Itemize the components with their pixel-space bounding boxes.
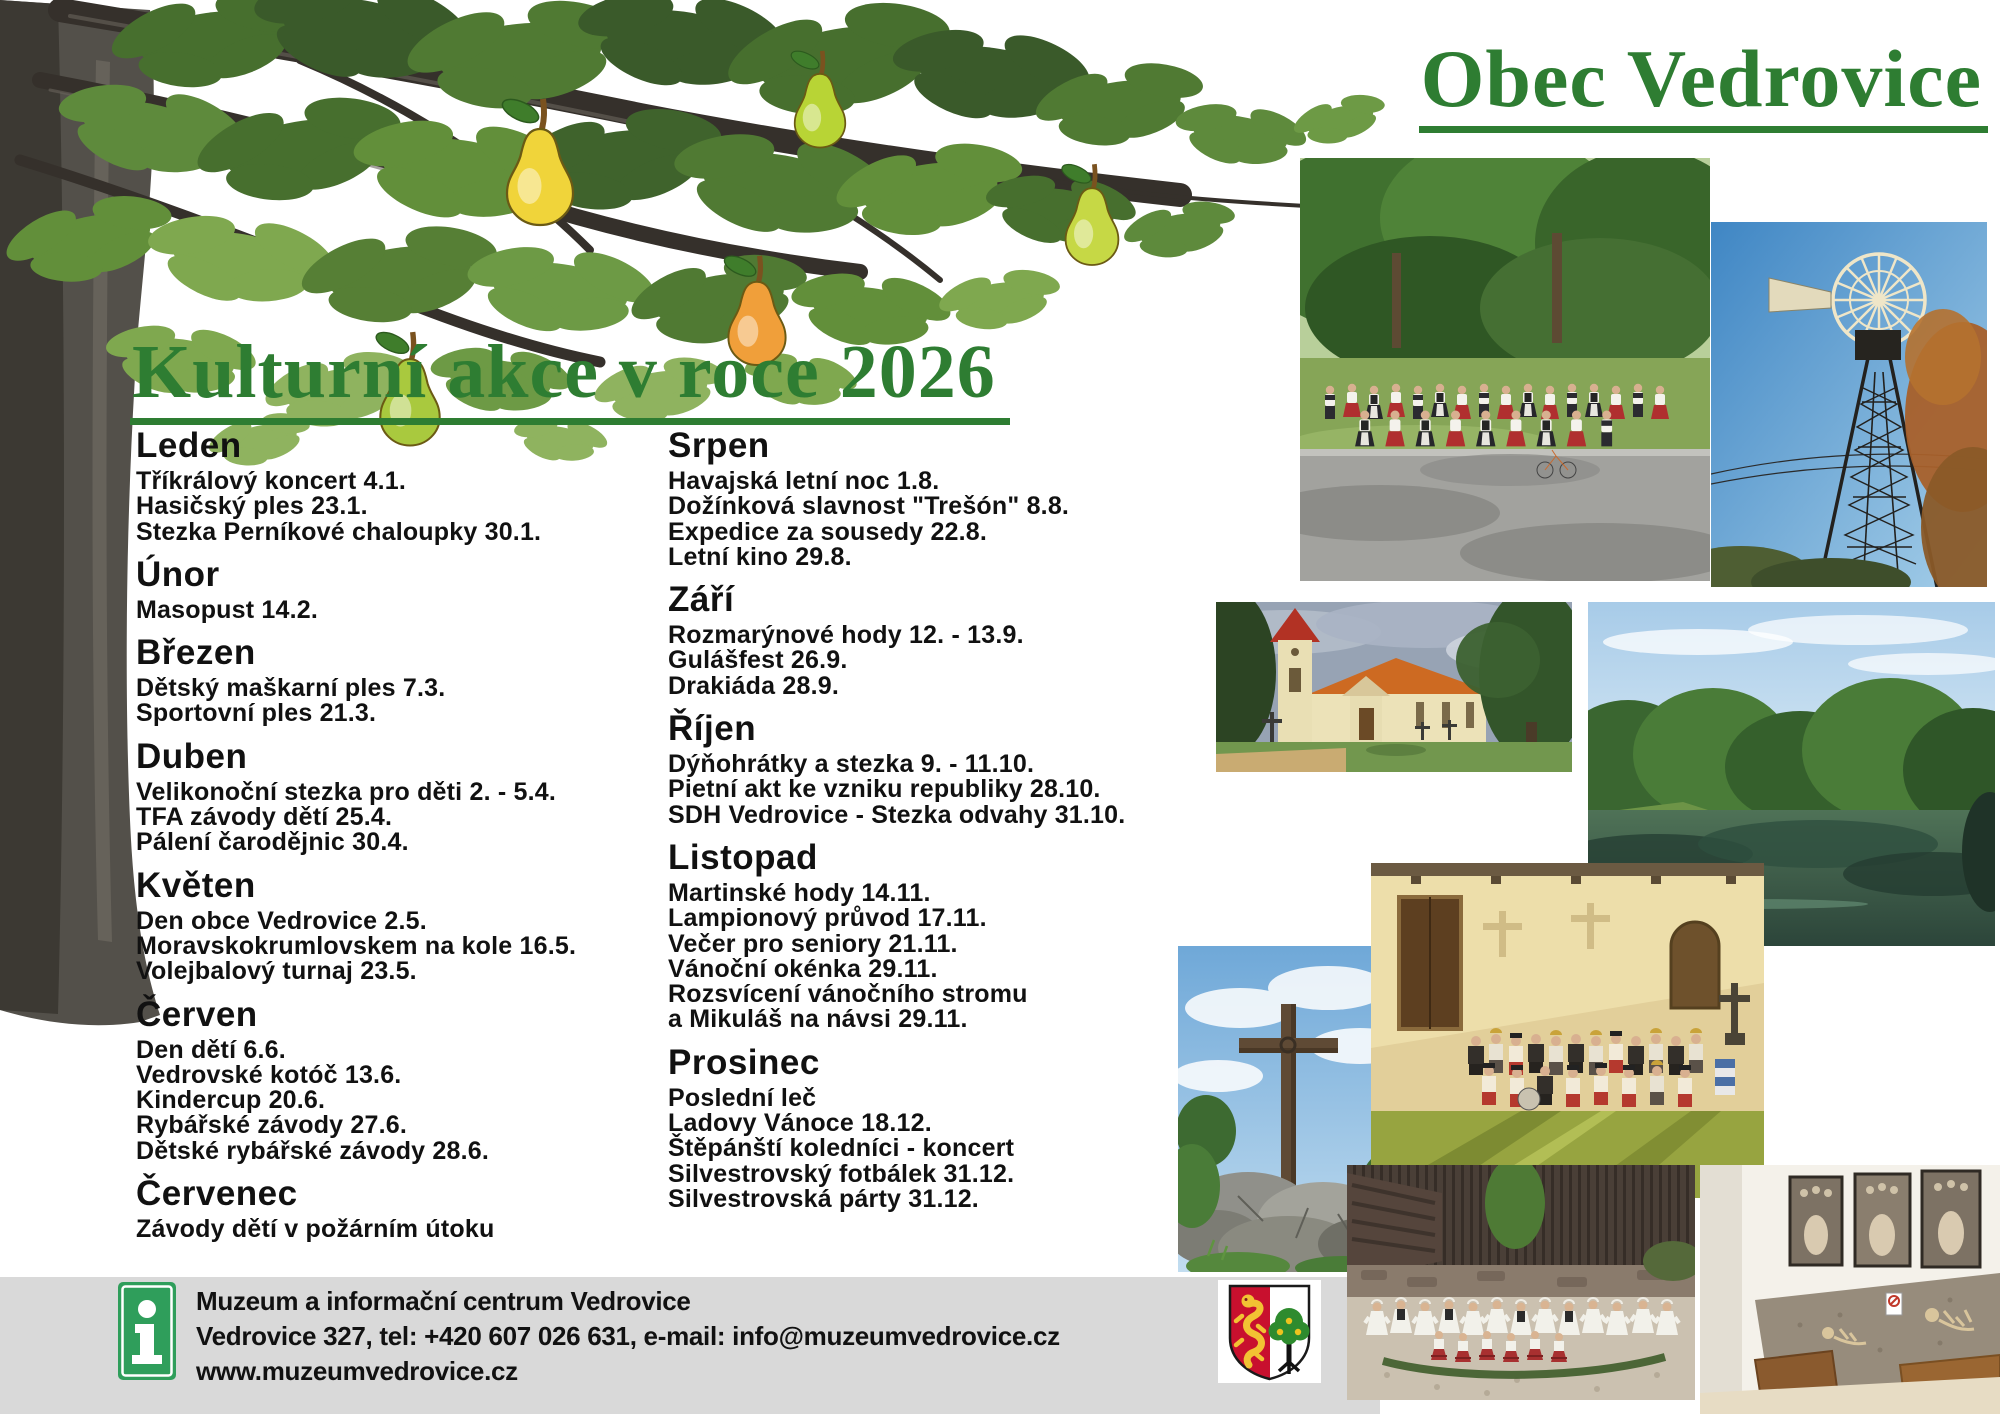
event-item: Rozsvícení vánočního stromu	[668, 980, 1028, 1009]
month-block	[136, 995, 696, 1164]
photo-children-folk-costumes	[1347, 1165, 1695, 1400]
month-heading: Září	[668, 580, 735, 620]
event-item: Gulášfest 26.9.	[668, 646, 848, 675]
drum	[1518, 1088, 1540, 1110]
event-item: Pálení čarodějnic 30.4.	[136, 828, 409, 857]
event-item: a Mikuláš na návsi 29.11.	[668, 1005, 968, 1034]
event-item: Kindercup 20.6.	[136, 1086, 326, 1115]
vedrovice-coat-of-arms	[1218, 1280, 1321, 1383]
page-title-municipality: Obec Vedrovice	[1419, 38, 1988, 133]
month-block	[668, 580, 1228, 699]
church-door	[1359, 708, 1374, 740]
event-item: Dětské rybářské závody 28.6.	[136, 1136, 490, 1165]
photo-windmill	[1711, 222, 1987, 587]
event-item: Moravskokrumlovskem na kole 16.5.	[136, 931, 577, 960]
footer-museum-name: Muzeum a informační centrum Vedrovice	[196, 1286, 691, 1316]
month-block	[136, 633, 696, 727]
photo-church	[1216, 602, 1572, 772]
event-item: Velikonoční stezka pro děti 2. - 5.4.	[136, 777, 557, 806]
month-heading: Červenec	[136, 1174, 298, 1214]
photo-museum-exhibit	[1700, 1165, 2000, 1414]
month-heading: Březen	[136, 633, 256, 673]
event-item: Poslední leč	[668, 1083, 817, 1112]
month-heading: Listopad	[668, 837, 818, 877]
event-item: Letní kino 29.8.	[668, 542, 852, 571]
month-block	[136, 1174, 696, 1242]
photo-folk-group-road	[1300, 158, 1710, 581]
event-item: Drakiáda 28.9.	[668, 671, 839, 700]
event-item: Volejbalový turnaj 23.5.	[136, 957, 417, 986]
event-item: Pietní akt ke vzniku republiky 28.10.	[668, 775, 1101, 804]
nave-wall	[1311, 694, 1486, 746]
event-item: Dožínková slavnost "Trešón" 8.8.	[668, 492, 1070, 521]
month-heading: Únor	[136, 554, 220, 594]
month-block	[136, 866, 696, 985]
event-item: Dětský maškarní ples 7.3.	[136, 674, 446, 703]
event-item: Masopust 14.2.	[136, 595, 319, 624]
event-item: Ladovy Vánoce 18.12.	[668, 1109, 932, 1138]
events-column-right	[668, 426, 1228, 1212]
month-block	[136, 555, 696, 623]
month-block	[668, 426, 1228, 570]
event-item: Rybářské závody 27.6.	[136, 1111, 408, 1140]
footer-address-phone-email: Vedrovice 327, tel: +420 607 026 631, e-mail: info@muzeumvedrovice.cz	[196, 1321, 1060, 1351]
wall-posters	[1790, 1171, 1980, 1267]
month-heading: Prosinec	[668, 1042, 820, 1082]
event-item: Štěpánští koledníci - koncert	[668, 1134, 1015, 1163]
arch-window	[1671, 922, 1719, 1008]
event-item: Silvestrovská párty 31.12.	[668, 1184, 979, 1213]
month-block	[668, 1043, 1228, 1212]
page-title-events: Kulturní akce v roce 2026	[130, 334, 1010, 425]
event-item: Dýňohrátky a stezka 9. - 11.10.	[668, 750, 1035, 779]
event-item: Sportovní ples 21.3.	[136, 699, 377, 728]
event-item: SDH Vedrovice - Stezka odvahy 31.10.	[668, 800, 1126, 829]
month-heading: Leden	[136, 426, 242, 465]
month-block	[136, 426, 696, 545]
event-item: Silvestrovský fotbálek 31.12.	[668, 1159, 1015, 1188]
event-item: Hasičský ples 23.1.	[136, 492, 368, 521]
info-icon	[118, 1282, 176, 1380]
event-item: Lampionový průvod 17.11.	[668, 904, 987, 933]
stone-wall	[1347, 1265, 1695, 1297]
event-item: Den dětí 6.6.	[136, 1035, 286, 1064]
event-item: Večer pro seniory 21.11.	[668, 929, 958, 958]
event-item: Tříkrálový koncert 4.1.	[136, 467, 407, 495]
windmill-platform	[1855, 330, 1901, 360]
event-item: Vánoční okénka 29.11.	[668, 954, 938, 983]
event-item: Stezka Perníkové chaloupky 30.1.	[136, 517, 542, 546]
photo-costume-gathering	[1371, 863, 1764, 1198]
event-item: Závody dětí v požárním útoku	[136, 1215, 495, 1244]
month-heading: Duben	[136, 736, 248, 776]
month-block	[136, 737, 696, 856]
month-heading: Říjen	[668, 709, 757, 749]
event-item: TFA závody dětí 25.4.	[136, 803, 393, 832]
event-item: Expedice za sousedy 22.8.	[668, 517, 988, 546]
month-heading: Srpen	[668, 426, 770, 465]
striped-flag	[1715, 1059, 1735, 1095]
footer-website: www.muzeumvedrovice.cz	[196, 1356, 518, 1386]
event-item: Vedrovské kotóč 13.6.	[136, 1060, 402, 1089]
month-heading: Květen	[136, 865, 256, 905]
event-item: Martinské hody 14.11.	[668, 878, 931, 907]
events-column-left	[136, 426, 696, 1242]
month-block	[668, 838, 1228, 1033]
event-item: Havajská letní noc 1.8.	[668, 467, 940, 495]
no-touch-sign	[1886, 1293, 1902, 1315]
event-item: Den obce Vedrovice 2.5.	[136, 906, 427, 935]
month-block	[668, 709, 1228, 828]
event-item: Rozmarýnové hody 12. - 13.9.	[668, 621, 1024, 650]
footer-contact-block	[196, 1284, 1060, 1389]
month-heading: Červen	[136, 994, 258, 1034]
